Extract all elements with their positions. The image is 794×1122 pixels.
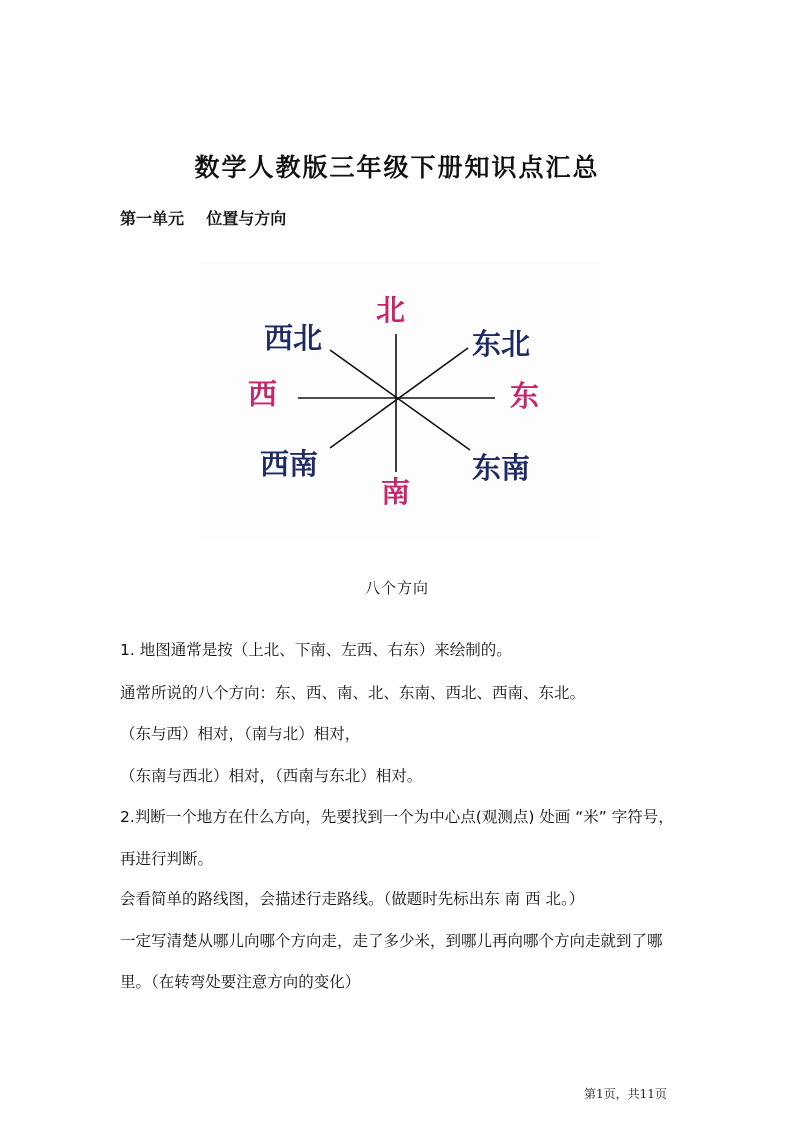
paragraph-6: 再进行判断。: [120, 850, 214, 868]
diagram-caption: 八个方向: [364, 579, 429, 597]
paragraph-7: 会看简单的路线图，会描述行走路线。（做题时先标出东 南 西 北。）: [120, 890, 585, 908]
paragraph-3: （东与西）相对，（南与北）相对，: [120, 725, 361, 743]
paragraph-5: 2.判断一个地方在什么方向，先要找到一个为中心点(观测点) 处画 “米” 字符号，: [120, 808, 674, 826]
label-east: 东: [510, 379, 540, 413]
label-northeast: 东北: [472, 327, 531, 361]
label-south: 南: [381, 475, 411, 509]
eight-directions-diagram: [200, 262, 600, 542]
label-southwest: 西南: [260, 447, 319, 481]
page-footer: 第1页，共11页: [584, 1087, 667, 1101]
northwest-southeast-line: [330, 350, 470, 450]
label-west: 西: [248, 377, 278, 411]
label-northwest: 西北: [264, 321, 323, 355]
paragraph-8: 一定写清楚从哪儿向哪个方向走，走了多少米，到哪儿再向哪个方向走就到了哪: [120, 932, 663, 950]
unit-heading: 第一单元 位置与方向: [120, 209, 287, 228]
document-title: 数学人教版三年级下册知识点汇总: [194, 153, 600, 182]
label-north: 北: [376, 293, 406, 327]
paragraph-1: 1. 地图通常是按（上北、下南、左西、右东）来绘制的。: [120, 641, 512, 659]
paragraph-9: 里。（在转弯处要注意方向的变化）: [120, 973, 361, 991]
paragraph-4: （东南与西北）相对，（西南与东北）相对。: [120, 767, 423, 785]
label-southeast: 东南: [472, 451, 531, 485]
paragraph-2: 通常所说的八个方向：东、西、南、北、东南、西北、西南、东北。: [120, 684, 586, 702]
